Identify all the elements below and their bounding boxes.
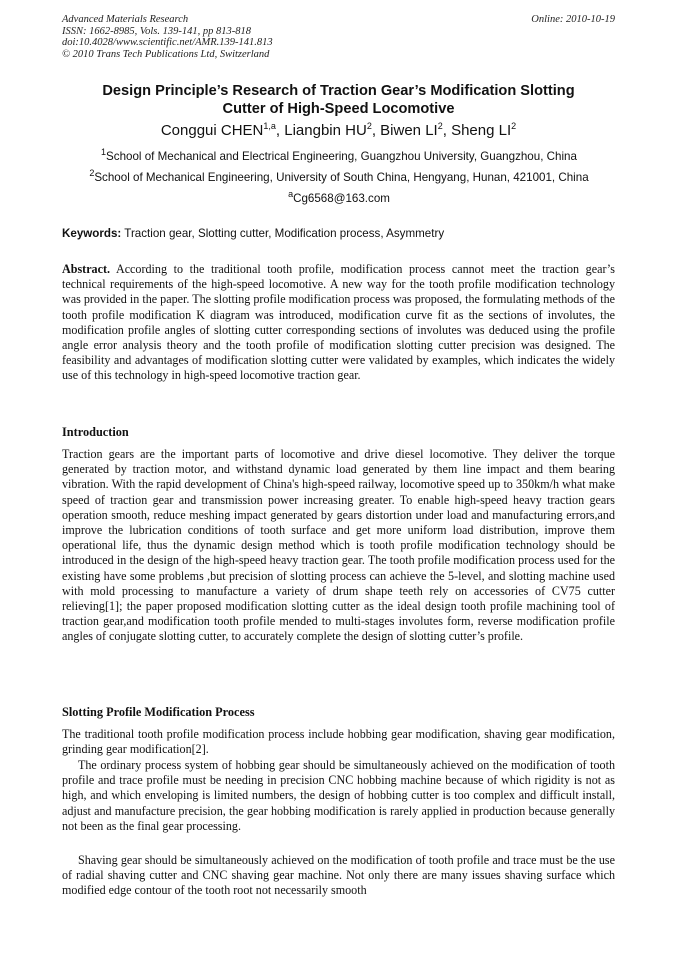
author-name: Conggui CHEN	[160, 122, 264, 139]
slotting-paragraph-2: The ordinary process system of hobbing gear should be simultaneously achieved on the modification of tooth profile and trace profile must be needing in precision CNC hobbing machine because of which rigidity is not as high, and which enveloping is limited numbers, the design of hobbing cutter is too complex and difficult install, adjust and manufacture precision, the gear hobbing modification is rarely applied in production because generally not been as the final gear processing.	[62, 758, 615, 833]
online-date: Online: 2010-10-19	[531, 14, 615, 25]
affiliation-1	[40, 147, 638, 164]
affiliation-1-sup: 1	[101, 147, 107, 158]
author-sep: ,	[371, 122, 381, 139]
author-sup: 2	[511, 121, 517, 131]
author-name: Sheng LI	[451, 122, 512, 139]
journal-name: Advanced Materials Research	[62, 14, 189, 25]
journal-header	[62, 14, 615, 60]
issn-line: ISSN: 1662-8985, Vols. 139-141, pp 813-818	[62, 25, 251, 37]
email-text: Cg6568@163.com	[293, 192, 390, 205]
introduction-heading: Introduction	[62, 425, 129, 439]
slotting-heading: Slotting Profile Modification Process	[62, 705, 255, 719]
copyright-line: © 2010 Trans Tech Publications Ltd, Switzerland	[62, 48, 270, 60]
abstract-text: According to the traditional tooth profile, modification process cannot meet the traction gear’s technical requirements of the high-speed locomotive. A new way for the tooth profile modification technology was provided in the paper. The slotting profile modification process was proposed, the formulating methods of the tooth profile modification K diagram was introduced, modification curve fit as the sections of involutes, the modification profile angles of slotting cutter corresponding sections of involutes was deduced using the profile angle error analysis theory and the tooth profile of modification slotting cutter precision was designed. The feasibility and advantages of modification slotting cutter were validated by examples, which indicates the widely use of this technology in high-speed locomotive traction gear.	[62, 262, 615, 383]
email-sup: a	[288, 189, 294, 200]
slotting-paragraph-1: The traditional tooth profile modification process include hobbing gear modification, shaving gear modification, grinding gear modification[2].	[62, 727, 615, 757]
slotting-paragraph-3: Shaving gear should be simultaneously achieved on the modification of tooth profile and trace must be the use of radial shaving cutter and CNC shaving gear machine. Not only there are many issues shaving surface which modified edge contour of the tooth root not necessarily smooth	[62, 853, 615, 898]
author-sup: 2	[437, 121, 443, 131]
affiliation-2-sup: 2	[89, 168, 95, 179]
title-line-1: Design Principle’s Research of Traction Gear’s Modification Slotting	[102, 83, 575, 99]
abstract-label: Abstract.	[62, 262, 111, 276]
author-sup: 2	[366, 121, 372, 131]
affiliation-1-text: School of Mechanical and Electrical Engineering, Guangzhou University, Guangzhou, China	[106, 150, 577, 163]
author-list	[62, 122, 615, 140]
abstract	[62, 262, 615, 384]
paper-title	[62, 82, 615, 118]
author-sep: ,	[442, 122, 452, 139]
affiliation-2	[40, 168, 638, 185]
author-sep: ,	[275, 122, 285, 139]
doi-line: doi:10.4028/www.scientific.net/AMR.139-141.813	[62, 37, 273, 48]
affiliation-2-text: School of Mechanical Engineering, University of South China, Hengyang, Hunan, 421001, China	[94, 171, 589, 184]
author-email	[40, 189, 638, 206]
introduction-paragraph: Traction gears are the important parts of locomotive and drive diesel locomotive. They deliver the torque generated by traction motor, and withstand dynamic load generated by them line impact and them bearing vibration. With the rapid development of China's high-speed railway, locomotive speed up to 350km/h what make speed of traction gear and transmission power increasing greater. To enable high-speed heavy traction gears operation smooth, reduce meshing impact generated by gears distortion under load and manufacturing errors,and improve the lubrication conditions of tooth surface and get more uniform load distribution, improve them operational life, thus the dynamic design method which is tooth profile modification technology should be introduced in the design of the high-speed heavy traction gear. The tooth profile modification process used for the existing have some problems ,but precision of slotting process can achieve the 5-level, and slotting machine used with mold processing to manufacture a variety of drum shape teeth rely on accessories of CV75 cutter relieving[1]; the paper proposed modification slotting cutter as the ideal design tooth profile machining tool of traction gear,and modification tooth profile mended to multi-stages involutes form, reverse modification profile angles of conjugate slotting cutter, to accurately complete the design of slotting cutter’s profile.	[62, 447, 615, 644]
author-name: Biwen LI	[380, 122, 438, 139]
author-sup: 1,a	[263, 121, 276, 131]
keywords	[62, 227, 615, 241]
title-line-2: Cutter of High-Speed Locomotive	[222, 101, 455, 117]
keywords-label: Keywords:	[62, 227, 122, 240]
keywords-text: Traction gear, Slotting cutter, Modification process, Asymmetry	[121, 227, 445, 240]
author-name: Liangbin HU	[284, 122, 367, 139]
